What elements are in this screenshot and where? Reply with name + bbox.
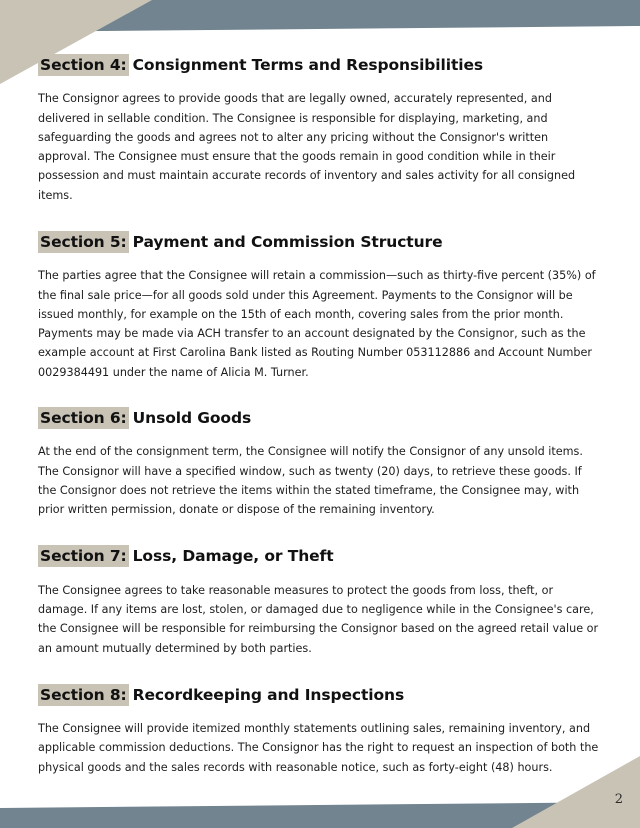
- section-6-heading: [38, 409, 600, 428]
- section-4-title: Consignment Terms and Responsibilities: [132, 56, 484, 74]
- section-7-title: Loss, Damage, or Theft: [132, 547, 334, 566]
- document-content: [38, 56, 600, 777]
- page-number: 2: [614, 792, 623, 807]
- section-6: [38, 409, 600, 519]
- section-7: [38, 547, 600, 657]
- section-8-title: Recordkeeping and Inspections: [132, 685, 405, 704]
- section-6-title: Unsold Goods: [132, 408, 252, 427]
- section-7-label: Section 7:: [40, 547, 127, 566]
- section-4-label: Section 4:: [40, 56, 127, 74]
- section-5-heading: [38, 233, 600, 252]
- section-5: [38, 233, 600, 382]
- section-8: [38, 686, 600, 777]
- section-8-body: The Consignee will provide itemized monthly statements outlining sales, remaining inventory, and applicable commission deductions. The Consignor has the right to request an inspection of both the physical goods and the sales records with reasonable notice, such as forty-eight (48) hours.: [38, 722, 599, 774]
- section-4-heading: [38, 56, 600, 75]
- section-4-body: The Consignor agrees to provide goods that are legally owned, accurately represented, and delivered in sellable condition. The Consignee is responsible for displaying, marketing, and safeguarding the goods and agrees not to alter any pricing without the Consignor's written approval. The Consignee must ensure that the goods remain in good condition while in their possession and must maintain accurate records of inventory and sales activity for all consigned items.: [38, 92, 576, 202]
- section-8-heading: [38, 686, 600, 705]
- section-4: [38, 56, 600, 205]
- section-5-title: Payment and Commission Structure: [132, 232, 443, 251]
- section-8-label: Section 8:: [40, 685, 127, 704]
- section-5-body: The parties agree that the Consignee will retain a commission—such as thirty-five percent (35%) of the final sale price—for all goods sold under this Agreement. Payments to the Consignor will be issued monthly, for example on the 15th of each month, covering sales from the prior month. Payments may be made via ACH transfer to an account designated by the Consignor, such as the example account at First Carolina Bank listed as Routing Number 053112886 and Account Number 0029384491 under the name of Alicia M. Turner.: [38, 269, 596, 379]
- section-6-body: At the end of the consignment term, the Consignee will notify the Consignor of any unsold items. The Consignor will have a specified window, such as twenty (20) days, to retrieve these goods. If the Consignor does not retrieve the items within the stated timeframe, the Consignee may, with prior written permission, donate or dispose of the remaining inventory.: [38, 445, 583, 517]
- section-6-label: Section 6:: [40, 408, 127, 427]
- section-7-body: The Consignee agrees to take reasonable measures to protect the goods from loss, theft, or damage. If any items are lost, stolen, or damaged due to negligence while in the Consignee's care, the Consignee will be responsible for reimbursing the Consignor based on the agreed retail value or an amount mutually determined by both parties.: [38, 583, 599, 655]
- section-7-heading: [38, 547, 600, 566]
- section-5-label: Section 5:: [40, 232, 127, 251]
